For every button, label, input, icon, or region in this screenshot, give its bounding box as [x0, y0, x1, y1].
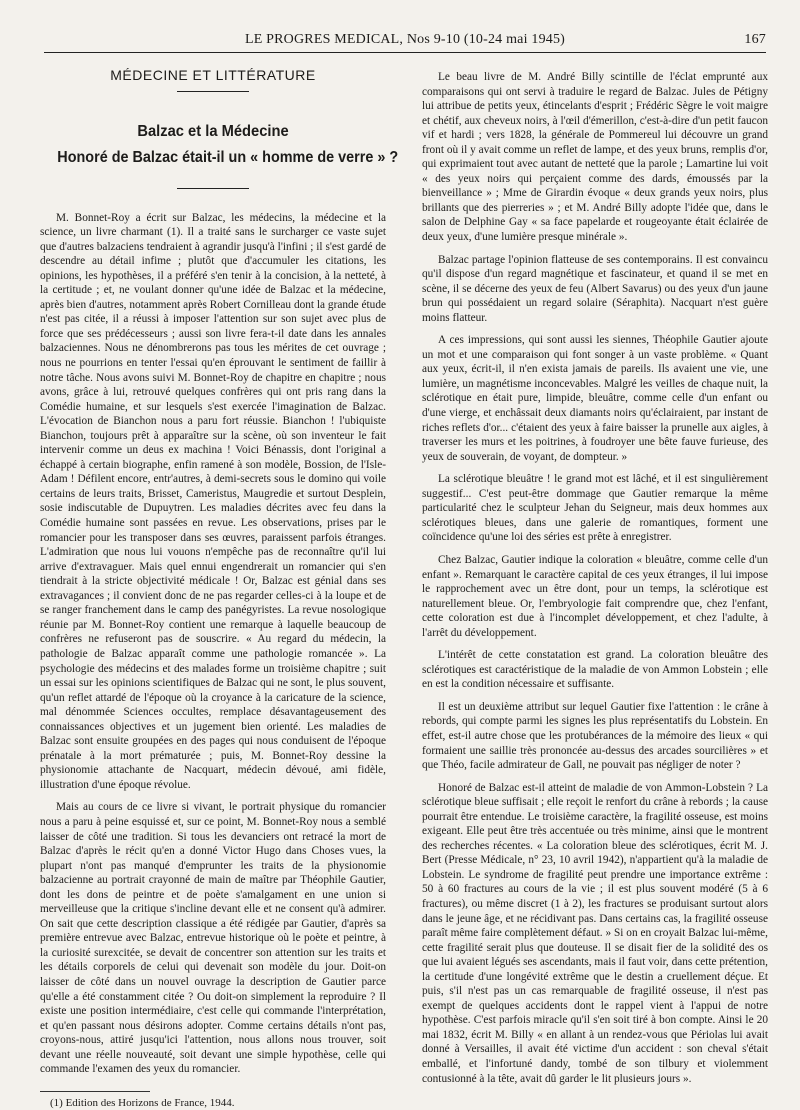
section-divider [177, 91, 249, 92]
article-subtitle: Honoré de Balzac était-il un « homme de verre » ? [57, 148, 399, 166]
footnote: (1) Edition des Horizons de France, 1944. [50, 1096, 235, 1109]
paragraph: Balzac partage l'opinion flatteuse de ses contemporains. Il est convaincu qu'il dispose d'un regard magnétique et fascinateur, et quand il se met en scène, il se décerne des yeux de feu (Albert Savarus) ou des yeux d'un jaune brun qui possédaient un regard solaire (Séraphita). Nacquart n'est guère moins flatteur. [422, 253, 768, 324]
paragraph: Le beau livre de M. André Billy scintille de l'éclat emprunté aux comparaisons qui ont servi à traduire le regard de Balzac. Jules de Pétigny lui attribue de petits yeux, étincelants d'esprit ; Frédéric Sègre le voit maigre et chétif, aux cheveux noirs, à l'œil d'émerillon, c'est-à-dire d'un petit faucon vif et hardi ; vers 1828, la générale de Pommereul lui découvre un grand front où il y avait comme un reflet de lampe, et des yeux bruns, remplis d'or, qui exprimaient tout avec autant de netteté que la parole ; Lamartine lui voit « des yeux noirs qui perçaient comme des dards, émoussés par la bienveillance » ; Mme de Girardin évoque « deux grands yeux noirs, plus brillants que des pierreries » ; et M. André Billy adopte l'idée que, dans le salon de Delphine Gay « sa face papelarde et rougeoyante était éclairée de deux yeux, d'une lumière presque minérale ». [422, 71, 768, 244]
section-title: MÉDECINE ET LITTÉRATURE [110, 67, 316, 83]
left-column [40, 67, 399, 1110]
paragraph: Honoré de Balzac est-il atteint de maladie de von Ammon-Lobstein ? La sclérotique bleue suffisait ; elle reçoit le renfort du crâne à rebords ; la cause pourrait être entendue. Le troisième caractère, la fragilité osseuse, est moins exigeant. Elle peut être très accentuée ou très minime, ainsi que le montrent des recherches récentes. « La coloration bleue des sclérotiques, écrit M. J. Bert (Presse Médicale, n° 23, 10 avril 1942), n'appartient qu'à la maladie de Lobstein. Le syndrome de fragilité peut prendre une importance extrême : 50 à 60 fractures au cours de la vie ; il est plus souvent modéré (5 à 6 fractures), ou même discret (1 à 2), les fractures se produisant surtout alors dans le jeune âge, et ne récidivant pas. Dans certains cas, la fragilité osseuse paraît même faire complètement défaut. » Si on en croyait Balzac lui-même, cette fragilité serait plus que douteuse. Il se disait fier de la solidité des os que lui avaient légués ses ascendants, mais il faut voir, dans cette prétention, la certitude d'une longévité extrême que le destin a cruellement déçue. Et puis, s'il n'est pas un cas remarquable de fragilité osseuse, il n'est pas exempt de quelques accidents dont le rappel vient à l'appui de notre hypothèse. C'est parfois miracle qu'il s'en soit tiré à bon compte. Ainsi le 20 mai 1832, écrit M. Billy « en allant à un rendez-vous que Périolas lui avait donné à Versailles, il avait été victime d'un accident : son cheval s'était emballé, et l'infortuné dandy, tombé de son tilbury et violemment contusionné à la tête, avait dû garder le lit plusieurs jours ». [422, 781, 768, 1085]
paragraph: La sclérotique bleuâtre ! le grand mot est lâché, et il est singulièrement suggestif... C'est peut-être dommage que Gautier remarque la même particularité chez le sculpteur Jehan du Seigneur, mais deux hommes aux sclérotiques bleues, dans une galerie de romantiques, forment une coïncidence qu'une loi des séries est prête à enregistrer. [422, 473, 768, 544]
paragraph: Chez Balzac, Gautier indique la coloration « bleuâtre, comme celle d'un enfant ». Remarquant le caractère capital de ces yeux étranges, il lui impose le rapprochement avec un être dont, pour un temps, la sclérotique est naturellement bleue. Or, l'embryologie fait comprendre que, chez l'enfant, cette coloration est due à l'incomplet développement, et chez l'adulte, à l'arrêt du développement. [422, 553, 768, 639]
journal-title: LE PROGRES MEDICAL, Nos 9-10 (10-24 mai 1945) [244, 32, 566, 47]
footnote-divider [40, 1091, 150, 1092]
running-header [44, 30, 766, 53]
right-column [422, 70, 768, 1092]
paragraph: M. Bonnet-Roy a écrit sur Balzac, les médecins, la médecine et la science, un livre charmant (1). Il a traité sans le surcharger ce vaste sujet que d'autres balzaciens tendraient à agrandir jusqu'à l'infini ; il s'est gardé de descendre au détail infime ; plutôt que d'accumuler les citations, les opinions, les hypothèses, il a préféré s'en tenir à la concision, à la netteté, à la certitude ; et, ne voulant donner qu'une idée de Balzac et la médecine, après bien d'autres, notamment après Robert Cornilleau dont la grande étude n'est pas citée, il a réussi à imposer l'attention sur son sujet avec plus de force que ses prédécesseurs ; aussi son livre fera-t-il date dans les annales balzaciennes. Nous ne dénombrerons pas tous les mérites de cet ouvrage ; nous ne pourrions en tenter l'essai qu'en éprouvant le sentiment de faillir à notre tâche. Nous avons suivi M. Bonnet-Roy de chapitre en chapitre ; nous avons, grâce à lui, retrouvé quelques confrères qui ont pris rang dans la Comédie humaine, et sur lesquels s'est exercée l'imagination de Balzac. L'évocation de Bianchon nous a paru fort réussie. Bianchon ! l'ubiquiste Bianchon, toujours prêt à apparaître sur la scène, où son inventeur le fait intervenir comme un deus ex machina ! Voici Bénassis, dont l'original a échappé à certain biographe, enfin ramené à son modèle, Bossion, de l'Isle-Adam ! Défilent encore, entr'autres, à demi-secrets sous le domino qui voile certains de leurs traits, Brisset, Cameristus, Maugredie et surtout Desplein, sosie indiscutable de Dupuytren. Les maladies décrites avec feu dans la Comédie humaine sont passées en revue. Les observations, prises par le romancier pour les transposer dans ses œuvres, paraissent parfois étranges. L'admiration que nous lui vouons n'empêche pas de reconnaître qu'il lui arrive d'extravaguer. Mais quel ennui engendrerait un romancier qui s'en tiendrait à la stricte objectivité médicale ! Or, Balzac est génial dans ses extravagances ; il convient donc de ne pas regarder celles-ci à la loupe et de se ranger franchement dans le camp des panégyristes. La revue nosologique réunie par M. Bonnet-Roy contient une remarque à laquelle beaucoup de confrères ne refuseront pas de souscrire. « Au regard du médecin, la pathologie de Balzac apparaît comme une pathologie romancée ». La psychologie des médecins et des malades forme un troisième chapitre ; suit un essai sur les opinions scientifiques de Balzac qui ne sont, le plus souvent, qu'un reflet attardé de l'époque où la croyance à la caricature de la science, mal dénommée Sciences occultes, remplace désavantageusement des connaissances objectives et un jugement bien orienté. Les maladies de Balzac sont ensuite groupées en des pages qui nous conduisent de l'époque prénatale à la mort prématurée ; puis, M. Bonnet-Roy dessine la physionomie attachante de Nacquart, médecin dévoué, ami fidèle, illustration d'une époque révolue. [40, 211, 386, 791]
paragraph: Il est un deuxième attribut sur lequel Gautier fixe l'attention : le crâne à rebords, qui compte parmi les signes les plus représentatifs du Lobstein. En effet, est-il autre chose que les protubérances de la mémoire des lieux « qui formaient une saillie très prononcée au-dessus des arcades sourcilières » et que Théo, facile admirateur de Gall, ne pouvait pas négliger de noter ? [422, 700, 768, 772]
title-divider [177, 188, 249, 189]
paragraph: A ces impressions, qui sont aussi les siennes, Théophile Gautier ajoute un mot et une comparaison qui font songer à un vaste problème. « Quant aux yeux, écrit-il, il n'en exista jamais de pareils. Ils avaient une vie, une lumière, un magnétisme inconcevables. Malgré les veilles de chaque nuit, la sclérotique en était pure, limpide, bleuâtre, comme celle d'un enfant ou d'une vierge, et enchâssait deux diamants noirs qu'éclairaient, par instant de riches reflets d'or... c'étaient des yeux à faire baisser la prunelle aux aigles, à traverser les murs et les poitrines, à foudroyer une bête fauve furieuse, des yeux de souverain, de voyant, de dompteur. » [422, 334, 768, 463]
paragraph: L'intérêt de cette constatation est grand. La coloration bleuâtre des sclérotiques est caractéristique de la maladie de von Ammon Lobstein ; elle en est la condition nécessaire et suffisante. [422, 649, 768, 691]
article-title: Balzac et la Médecine [137, 122, 289, 140]
paragraph: Mais au cours de ce livre si vivant, le portrait physique du romancier nous a paru à peine esquissé et, sur ce point, M. Bonnet-Roy nous a semblé laisser de côté une tradition. Si tous les devanciers ont retracé la mort de Balzac d'après le récit qu'en a donné Victor Hugo dans Choses vues, la plupart n'ont pas manqué d'emprunter les traits de la physionomie balzacienne au portrait crayonné de main de maître par Théophile Gautier, dont les dons de peintre et de poète s'amalgament en une union si merveilleuse que la critique s'incline devant elle et ne consent qu'à admirer. On sait que cette description classique a été rédigée par Gautier, d'après sa première entrevue avec Balzac, entrevue historique où le poète et peintre, à la curiosité surexcitée, se devait de concentrer son attention sur les traits et les détails corporels de celui qui devenait son modèle du jour. Doit-on laisser de côté dans un nouvel ouvrage la description de Gautier parce qu'elle a été constamment citée ? Ou doit-on simplement la reproduire ? Il existe une position intermédiaire, c'est celle qui commande l'interprétation, et qu'en passant nous désirons adopter. Comme certains détails n'ont pas, croyons-nous, attiré jusqu'ici l'attention, nous allons nous trouver, soit devant une réelle nouveauté, soit devant une simple hypothèse, celle qui commande l'examen des yeux du romancier. [40, 801, 386, 1076]
page-number: 167 [744, 32, 766, 47]
